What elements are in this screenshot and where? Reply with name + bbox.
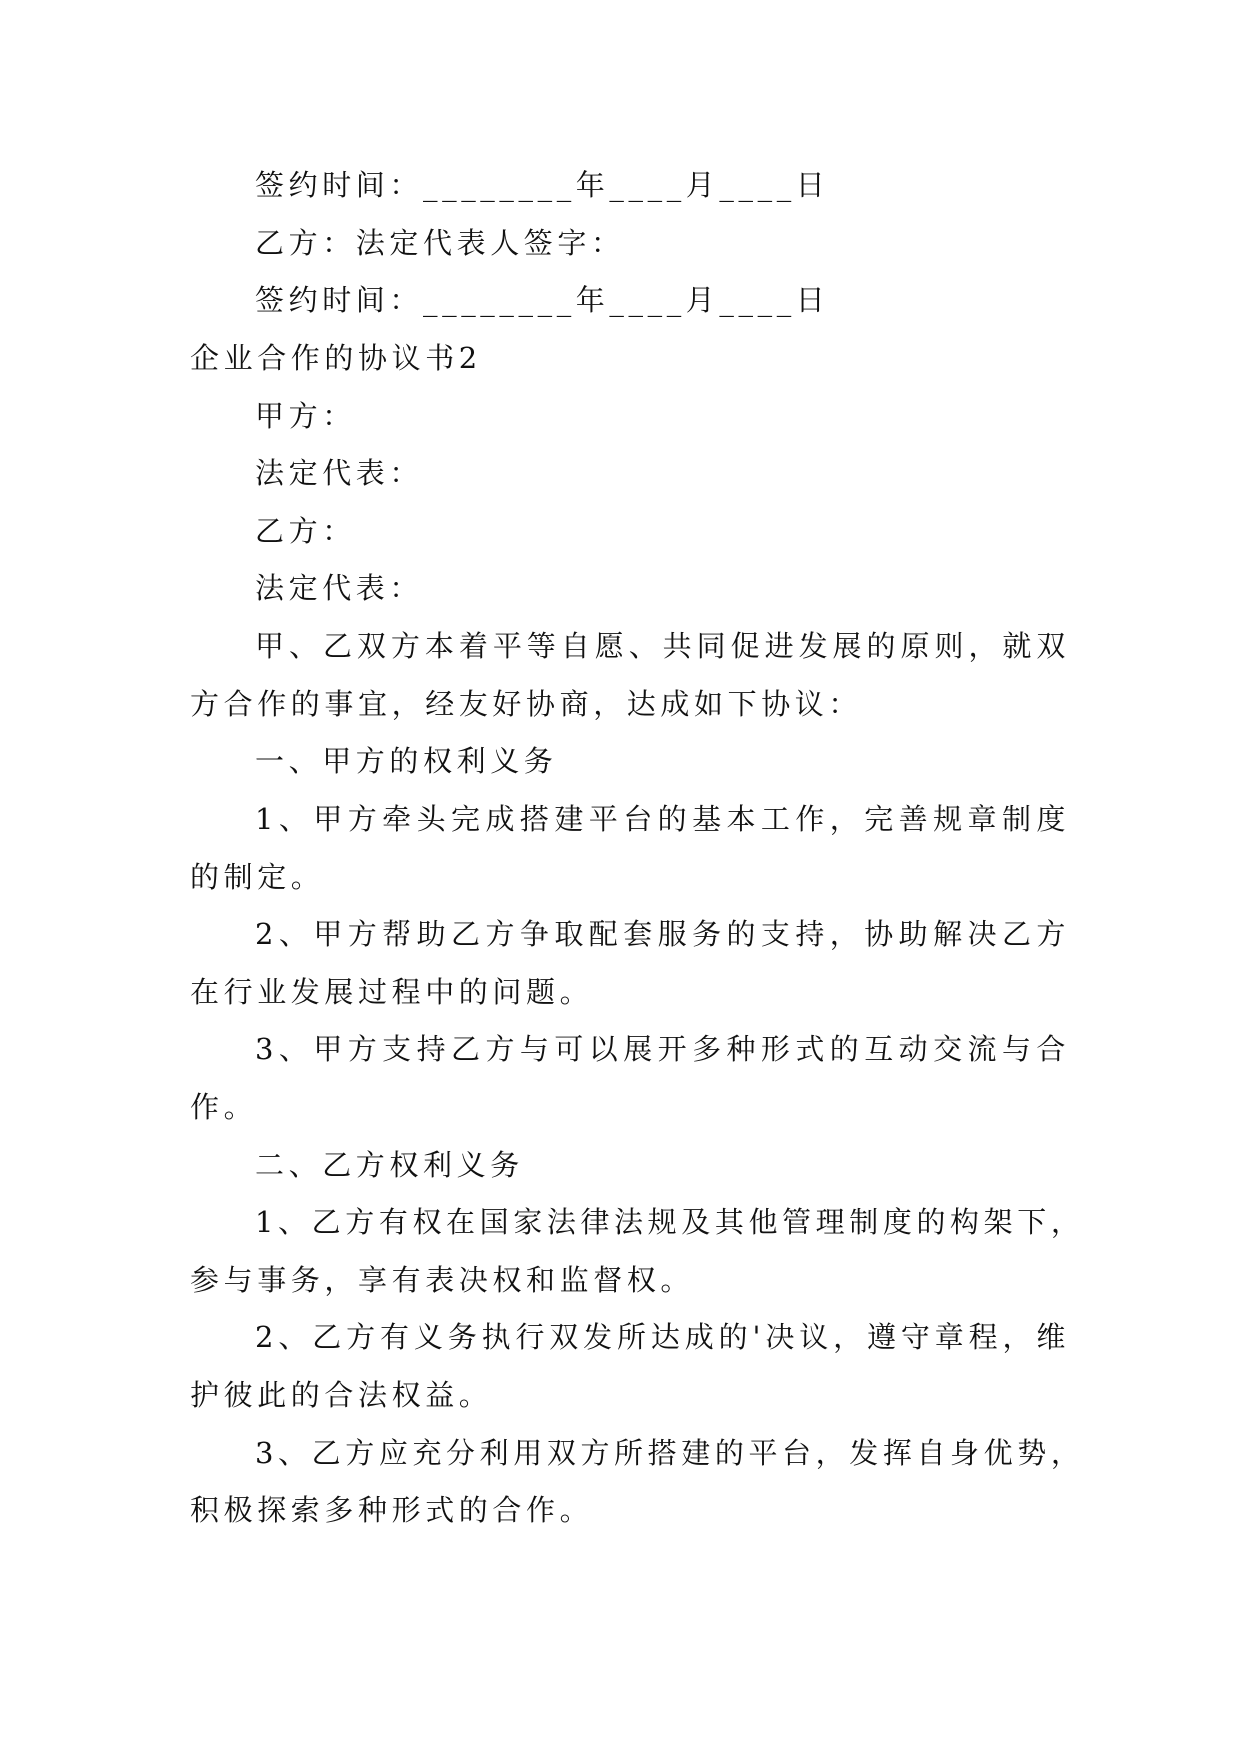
clause-b2-line-1: 2、乙方有义务执行双发所达成的'决议，遵守章程，维: [255, 1320, 1070, 1354]
signing-date-line-party-b: 签约时间：________年____月____日: [255, 283, 830, 317]
clause-a3-line-1: 3、甲方支持乙方与可以展开多种形式的互动交流与合: [255, 1032, 1070, 1066]
clause-b2-line-2: 护彼此的合法权益。: [190, 1378, 493, 1412]
party-a-label: 甲方：: [255, 399, 356, 433]
clause-b1-line-2: 参与事务，享有表决权和监督权。: [190, 1263, 695, 1297]
party-b-signature-line: 乙方：法定代表人签字：: [255, 226, 625, 260]
clause-a2-line-1: 2、甲方帮助乙方争取配套服务的支持，协助解决乙方: [255, 917, 1070, 951]
clause-b3-line-2: 积极探索多种形式的合作。: [190, 1493, 594, 1527]
heading-party-b-rights: 二、乙方权利义务: [255, 1148, 524, 1182]
clause-a2-line-2: 在行业发展过程中的问题。: [190, 975, 594, 1009]
preamble-line-1: 甲、乙双方本着平等自愿、共同促进发展的原则，就双: [255, 629, 1070, 663]
clause-a1-line-2: 的制定。: [190, 860, 325, 894]
party-b-label: 乙方：: [255, 514, 356, 548]
party-a-representative-label: 法定代表：: [255, 456, 424, 490]
signing-date-line-party-a: 签约时间：________年____月____日: [255, 168, 830, 202]
section-title: 企业合作的协议书2: [190, 341, 482, 375]
heading-party-a-rights: 一、甲方的权利义务: [255, 744, 558, 778]
clause-b1-line-1: 1、乙方有权在国家法律法规及其他管理制度的构架下，: [255, 1205, 1085, 1239]
clause-a3-line-2: 作。: [190, 1090, 258, 1124]
clause-b3-line-1: 3、乙方应充分利用双方所搭建的平台，发挥自身优势，: [255, 1436, 1085, 1470]
party-b-representative-label: 法定代表：: [255, 571, 424, 605]
clause-a1-line-1: 1、甲方牵头完成搭建平台的基本工作，完善规章制度: [255, 802, 1070, 836]
preamble-line-2: 方合作的事宜，经友好协商，达成如下协议：: [190, 687, 863, 721]
